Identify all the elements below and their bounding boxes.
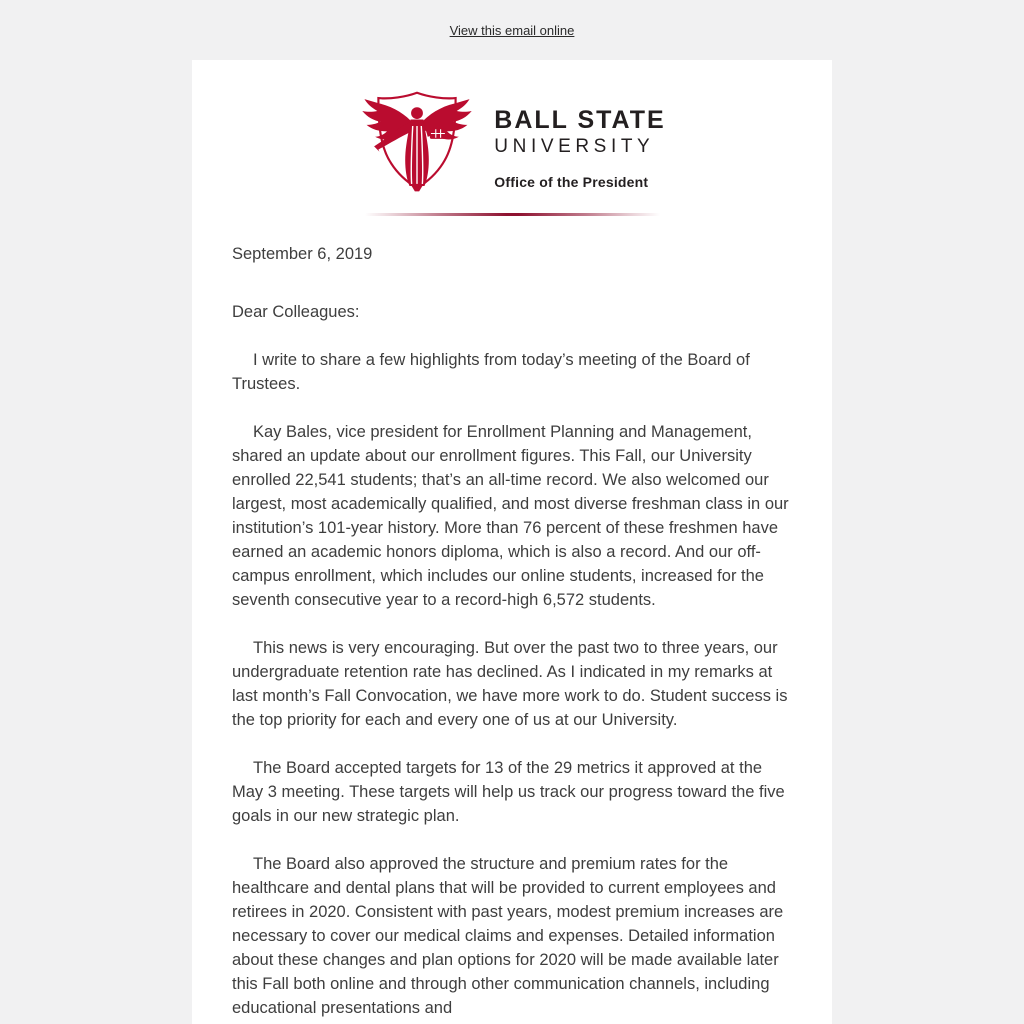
letter-paragraph: The Board accepted targets for 13 of the 29 metrics it approved at the May 3 meeting. These targets will help us track our progress toward the five goals in our new strategic plan. — [232, 759, 785, 825]
department-label: Office of the President — [494, 174, 649, 191]
letter-date: September 6, 2019 — [232, 245, 373, 263]
view-online-bar — [0, 0, 1024, 60]
letter-paragraph: The Board also approved the structure and premium rates for the healthcare and dental plans that will be provided to current employees and retirees in 2020. Consistent with past years, modest premium increases are necessary to cover our medical claims and expenses. Detailed information about these changes and plan options for 2020 will be made available later this Fall both online and through other communication channels, including educational presentations and — [232, 855, 784, 1017]
wordmark-primary: BALL STATE — [494, 106, 666, 134]
wordmark — [494, 85, 665, 190]
wordmark-secondary: UNIVERSITY — [494, 136, 655, 158]
university-logo — [192, 85, 832, 197]
beneficence-statue-icon — [358, 85, 476, 197]
email-body-card — [192, 60, 832, 1024]
view-online-link[interactable]: View this email online — [449, 22, 575, 38]
letter-body — [192, 216, 832, 1020]
letter-paragraph: Kay Bales, vice president for Enrollment Planning and Management, shared an update about our enrollment figures. This Fall, our University enrolled 22,541 students; that’s an all-time record. We also welcomed our largest, most academically qualified, and most diverse freshman class in our institution’s 101-year history. More than 76 percent of these freshmen have earned an academic honors diploma, which is also a record. And our off-campus enrollment, which includes our online students, increased for the seventh consecutive year to a record-high 6,572 students. — [232, 423, 789, 609]
letter-paragraph: I write to share a few highlights from today’s meeting of the Board of Trustees. — [232, 351, 750, 393]
letter-paragraph: This news is very encouraging. But over the past two to three years, our undergraduate retention rate has declined. As I indicated in my remarks at last month’s Fall Convocation, we have more work to do. Student success is the top priority for each and every one of us at our University. — [232, 639, 788, 729]
letter-salutation: Dear Colleagues: — [232, 303, 360, 321]
